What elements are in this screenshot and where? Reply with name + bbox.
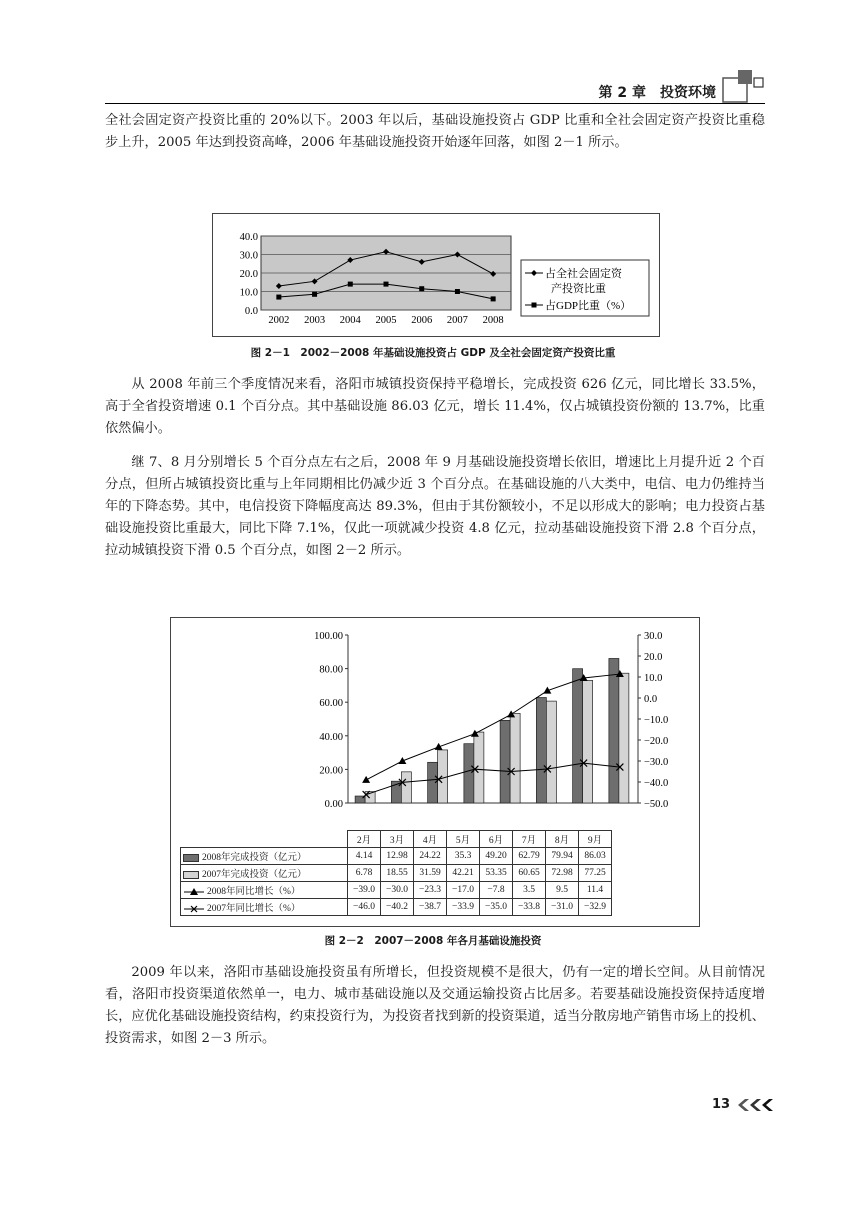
table-cell: 49.20	[480, 848, 513, 865]
square-marker	[348, 282, 353, 287]
bar-2007	[510, 713, 520, 803]
table-cell: 24.22	[414, 848, 447, 865]
table-cell: 6.78	[348, 865, 381, 882]
series-name: 2008年同比增长（%）	[207, 887, 301, 897]
line-chart-2-1	[213, 214, 659, 336]
y-tick-label: 40.0	[239, 232, 258, 243]
chapter-decoration-icon	[720, 66, 770, 106]
figure-2-2-caption: 图 2－2 2007－2008 年各月基础设施投资	[324, 935, 542, 947]
category-label: 3月	[381, 831, 414, 848]
table-cell: 18.55	[381, 865, 414, 882]
table-cell: 62.79	[513, 848, 546, 865]
series-label	[181, 848, 348, 865]
table-cell: 12.98	[381, 848, 414, 865]
x-tick-label: 2003	[304, 315, 326, 326]
bar-2008	[536, 698, 546, 803]
series-name: 2007年同比增长（%）	[207, 904, 301, 914]
bar-2008	[500, 720, 510, 803]
y-tick-label: 80.00	[319, 664, 343, 676]
bar-2007	[474, 732, 484, 803]
y-tick-label: 60.00	[319, 698, 343, 710]
triangle-marker	[362, 776, 370, 783]
y-tick-label: 30.0	[239, 250, 258, 262]
square-marker	[491, 296, 496, 301]
y2-tick-label: −40.0	[644, 778, 669, 789]
table-cell: 4.14	[348, 848, 381, 865]
chapter-number: 第 2 章	[598, 85, 646, 101]
y-tick-label: 40.00	[319, 731, 343, 743]
series-name: 2007年完成投资（亿元）	[202, 870, 307, 880]
table-header-row	[181, 831, 612, 848]
table-cell: 79.94	[546, 848, 579, 865]
category-label: 5月	[447, 831, 480, 848]
bar-2008	[464, 744, 474, 803]
chevrons-icon	[735, 1098, 785, 1112]
series-label	[181, 882, 348, 899]
bar-line-chart-2-2	[171, 618, 699, 833]
table-cell: 42.21	[447, 865, 480, 882]
table-cell: −35.0	[480, 899, 513, 916]
table-cell: 53.35	[480, 865, 513, 882]
chapter-header	[599, 82, 717, 102]
table-corner	[181, 831, 348, 848]
bar-2007	[546, 701, 556, 803]
table-row	[181, 865, 612, 882]
bar-2008	[609, 658, 619, 803]
table-cell: 72.98	[546, 865, 579, 882]
table-cell: 11.4	[579, 882, 612, 899]
table-cell: −46.0	[348, 899, 381, 916]
x-tick-label: 2005	[375, 315, 397, 326]
table-cell: 31.59	[414, 865, 447, 882]
category-label: 7月	[513, 831, 546, 848]
x-tick-label: 2008	[482, 315, 504, 326]
page-number: 13	[712, 1097, 731, 1112]
y2-tick-label: 0.0	[644, 694, 658, 705]
paragraph-3: 继 7、8 月分别增长 5 个百分点左右之后，2008 年 9 月基础设施投资增长依旧，增速比上月提升近 2 个百分点，但所占城镇投资比重与上年同期相比仍减少近 3 个百分点。在基础设施的八大类中，电信、电力仍维持当年的下降态势。其中，电信投资下降幅度高达 89.3%，但由于其份额较小，不足以形成大的影响；电力投资占基础设施投资比重最大，同比下降 7.1%，仅此一项就减少投资 4.8 亿元，拉动基础设施投资下滑 2.8 个百分点，拉动城镇投资下滑 0.5 个百分点，如图 2－2 所示。	[105, 455, 765, 558]
square-marker	[384, 282, 389, 287]
table-cell: −23.3	[414, 882, 447, 899]
y2-tick-label: −50.0	[644, 799, 669, 810]
y-tick-label: 20.00	[319, 765, 343, 777]
square-marker	[276, 295, 281, 300]
table-cell: 9.5	[546, 882, 579, 899]
chapter-title: 投资环境	[660, 85, 716, 101]
table-row	[181, 882, 612, 899]
y-tick-label: 10.0	[239, 287, 258, 299]
x-tick-label: 2002	[268, 315, 290, 326]
y2-tick-label: −30.0	[644, 757, 669, 768]
paragraph-1: 全社会固定资产投资比重的 20%以下。2003 年以后，基础设施投资占 GDP 比重和全社会固定资产投资比重稳步上升，2005 年达到投资高峰，2006 年基础设施投资开始逐年回落，如图 2－1 所示。	[105, 113, 765, 150]
table-cell: 35.3	[447, 848, 480, 865]
square-marker	[419, 286, 424, 291]
y-tick-label: 0.00	[324, 799, 343, 810]
y-tick-label: 20.0	[239, 269, 258, 280]
table-cell: −39.0	[348, 882, 381, 899]
series-label	[181, 865, 348, 882]
legend-label-1b: 产投资比重	[551, 283, 606, 295]
table-row	[181, 848, 612, 865]
header-rule	[105, 103, 765, 104]
y2-tick-label: 10.0	[644, 673, 663, 684]
category-label: 4月	[414, 831, 447, 848]
paragraph-2: 从 2008 年前三个季度情况来看，洛阳市城镇投资保持平稳增长，完成投资 626 亿元，同比增长 33.5%，高于全省投资增速 0.1 个百分点。其中基础设施 86.03 亿元，增长 11.4%，仅占城镇投资份额的 13.7%，比重依然偏小。	[105, 377, 765, 436]
series-label	[181, 899, 348, 916]
figure-2-2-data-table	[180, 830, 612, 916]
table-cell: −7.8	[480, 882, 513, 899]
legend-square-icon	[532, 303, 537, 308]
paragraph-4: 2009 年以来，洛阳市基础设施投资虽有所增长，但投资规模不是很大，仍有一定的增长空间。从目前情况看，洛阳市投资渠道依然单一，电力、城市基础设施以及交通运输投资占比居多。若要基础设施投资保持适度增长，应优化基础设施投资结构，约束投资行为，为投资者找到新的投资渠道，适当分散房地产销售市场上的投机、投资需求，如图 2－3 所示。	[105, 965, 765, 1046]
table-cell: −17.0	[447, 882, 480, 899]
legend-label-1a: 占全社会固定资	[545, 268, 622, 280]
table-cell: −32.9	[579, 899, 612, 916]
table-cell: −40.2	[381, 899, 414, 916]
category-label: 2月	[348, 831, 381, 848]
table-row	[181, 899, 612, 916]
legend-label-2: 占GDP比重（%）	[545, 300, 632, 312]
x-tick-label: 2004	[339, 315, 361, 326]
y-tick-label: 0.0	[244, 306, 258, 317]
figure-2-1	[212, 213, 660, 337]
table-cell: 77.25	[579, 865, 612, 882]
square-marker	[455, 289, 460, 294]
square-marker	[312, 292, 317, 297]
table-cell: −30.0	[381, 882, 414, 899]
bar-2007	[619, 673, 629, 803]
y2-tick-label: 20.0	[644, 652, 663, 663]
y-tick-label: 100.00	[314, 631, 343, 642]
bar-2007	[438, 750, 448, 803]
x-tick-label: 2007	[446, 315, 468, 326]
bar-2008	[573, 669, 583, 803]
table-cell: 86.03	[579, 848, 612, 865]
y2-tick-label: −10.0	[644, 715, 669, 726]
x-tick-label: 2006	[411, 315, 433, 326]
table-cell: 3.5	[513, 882, 546, 899]
table-cell: −33.9	[447, 899, 480, 916]
series-name: 2008年完成投资（亿元）	[202, 853, 307, 863]
table-cell: 60.65	[513, 865, 546, 882]
y2-tick-label: 30.0	[644, 631, 663, 642]
table-cell: −33.8	[513, 899, 546, 916]
table-cell: −31.0	[546, 899, 579, 916]
bar-2007	[401, 772, 411, 803]
y2-tick-label: −20.0	[644, 736, 669, 747]
bar-2008	[428, 762, 438, 803]
table-cell: −38.7	[414, 899, 447, 916]
bar-2007	[583, 680, 593, 803]
triangle-marker	[398, 757, 406, 764]
category-label: 9月	[579, 831, 612, 848]
category-label: 6月	[480, 831, 513, 848]
category-label: 8月	[546, 831, 579, 848]
figure-2-1-caption: 图 2－1 2002－2008 年基础设施投资占 GDP 及全社会固定资产投资比重	[250, 347, 616, 359]
